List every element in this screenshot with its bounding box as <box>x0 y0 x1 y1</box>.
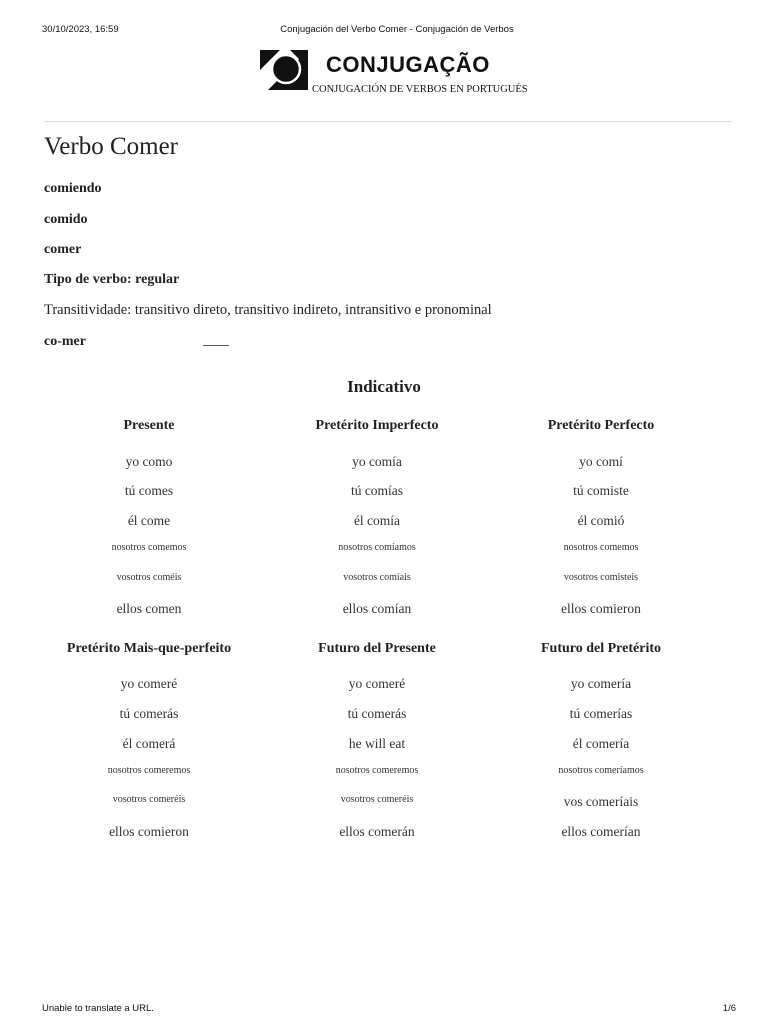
header-divider <box>44 121 732 122</box>
verb-type <box>44 272 179 288</box>
print-footer <box>0 1003 768 1017</box>
site-subtitle: CONJUGACIÓN DE VERBOS EN PORTUGUÉS <box>312 84 528 95</box>
conjugation-form: tú comes <box>124 483 174 498</box>
site-name: CONJUGAÇÃO <box>326 52 490 77</box>
tense-name: Pretérito Perfecto <box>547 418 655 433</box>
conjugation-form: yo como <box>125 454 173 469</box>
mood-heading: Indicativo <box>347 377 421 396</box>
conjugation-form: nosotros comemos <box>563 542 639 553</box>
conjugation-form: tú comerías <box>569 706 633 721</box>
conjugation-form: tú comías <box>350 483 404 498</box>
conjugation-form: él comía <box>353 513 401 528</box>
conjugation-form: tú comiste <box>573 483 629 498</box>
conjugation-form: nosotros comeremos <box>107 765 191 776</box>
conjugation-form: vosotros comeréis <box>340 794 414 805</box>
page-title: Verbo Comer <box>44 133 178 160</box>
conjugation-form: yo comí <box>579 454 623 469</box>
syllable-division: co-mer <box>44 334 86 349</box>
transitivity: Transitividade: transitivo direto, transitivo indireto, intransitivo e pronominal <box>44 302 492 318</box>
conjugation-form: él come <box>127 513 171 528</box>
conjugation-form: ellos comieron <box>109 824 189 839</box>
site-logo[interactable] <box>258 48 558 100</box>
print-footer-message: Unable to translate a URL. <box>42 1003 154 1014</box>
conjugation-form: tú comerás <box>119 706 179 721</box>
conjugation-form: tú comerás <box>347 706 407 721</box>
conjugation-form: ellos comían <box>342 601 412 616</box>
conjugation-form: nosotros comeremos <box>335 765 419 776</box>
page-number: 1/6 <box>722 1003 736 1014</box>
participle: comido <box>44 212 88 227</box>
gerund: comiendo <box>44 181 102 196</box>
conjugation-form: nosotros comeríamos <box>558 765 644 776</box>
tense-name: Futuro del Pretérito <box>540 641 661 656</box>
conjugation-form: ellos comerán <box>339 824 415 839</box>
conjugation-form: él comería <box>572 736 630 751</box>
conjugation-form: he will eat <box>348 736 406 751</box>
conjugation-form: yo comería <box>570 676 632 691</box>
conjugation-form: vosotros comisteis <box>563 572 639 583</box>
tense-name: Futuro del Presente <box>318 641 436 656</box>
conjugation-form: ellos comieron <box>561 601 641 616</box>
conjugation-form: vosotros comeréis <box>112 794 186 805</box>
conjugation-form: nosotros comemos <box>111 542 187 553</box>
conjugation-form: ellos comen <box>116 601 182 616</box>
syllable-separator <box>203 345 229 346</box>
verb-type-label: Tipo de verbo: <box>44 272 132 287</box>
conjugation-form: vosotros comíais <box>343 572 411 583</box>
conjugation-form: vosotros coméis <box>116 572 182 583</box>
conjugation-form: nosotros comíamos <box>338 542 416 553</box>
infinitive: comer <box>44 242 82 257</box>
tense-name: Pretérito Imperfecto <box>315 418 439 433</box>
conjugation-form: él comerá <box>122 736 176 751</box>
tense-name: Pretérito Mais-que-perfeito <box>66 641 232 656</box>
print-page-title: Conjugación del Verbo Comer - Conjugación de Verbos <box>280 24 514 35</box>
conjugation-form: yo comía <box>352 454 402 469</box>
conjugation-form: vos comeríais <box>563 794 639 809</box>
print-datetime: 30/10/2023, 16:59 <box>42 24 119 35</box>
verb-type-value: regular <box>135 272 180 287</box>
conjugation-form: yo comeré <box>348 676 406 691</box>
conjugacao-logo-icon <box>260 50 308 90</box>
tense-name: Presente <box>123 418 175 433</box>
conjugation-form: ellos comerían <box>561 824 641 839</box>
conjugation-form: él comió <box>577 513 625 528</box>
conjugation-form: yo comeré <box>120 676 178 691</box>
print-header <box>0 24 768 38</box>
